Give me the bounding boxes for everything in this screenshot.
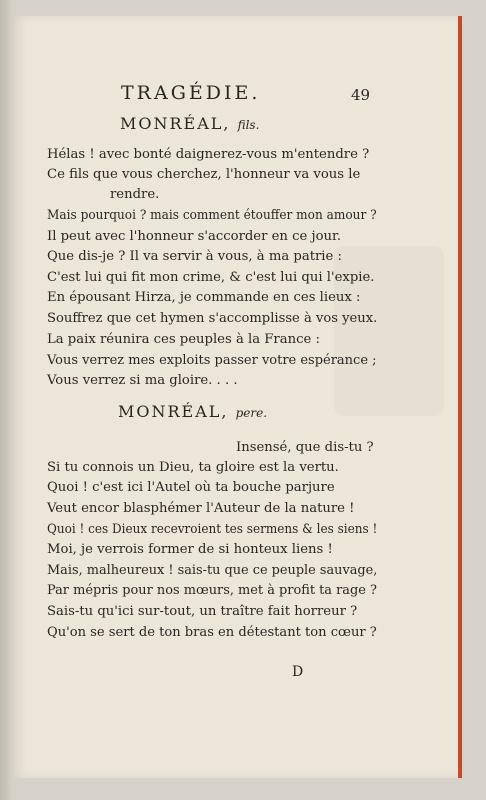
verse-line: Vous verrez si ma gloire. . . . [47,373,238,388]
verse-line: Par mépris pour nos mœurs, met à profit ta rage ? [47,583,377,598]
book-gutter [0,0,14,800]
speaker-role: pere. [235,406,268,420]
verse-line: Souffrez que cet hymen s'accomplisse à vos yeux. [47,311,378,326]
verse-line: Mais pourquoi ? mais comment étouffer mon amour ? [47,208,377,223]
verse-line: Hélas ! avec bonté daignerez-vous m'entendre ? [47,147,370,162]
verse-line: Vous verrez mes exploits passer votre espérance ; [47,353,377,368]
verse-line: C'est lui qui fit mon crime, & c'est lui qui l'expie. [47,270,375,285]
verse-line: Il peut avec l'honneur s'accorder en ce jour. [47,229,342,244]
verse-line: Moi, je verrois former de si honteux liens ! [47,542,333,557]
verse-line: Qu'on se sert de ton bras en détestant ton cœur ? [47,625,377,640]
speaker-name: MONRÉAL, [120,114,231,133]
verse-line-runover: rendre. [110,187,160,202]
verse-line: Veut encor blasphémer l'Auteur de la nature ! [47,501,355,516]
speaker-role: fils. [237,118,260,132]
verse-line-half: Insensé, que dis-tu ? [236,440,374,455]
signature-mark: D [292,664,304,680]
verse-line: Sais-tu qu'ici sur-tout, un traître fait horreur ? [47,604,358,619]
verse-line: Quoi ! c'est ici l'Autel où ta bouche parjure [47,480,335,495]
verse-line: Que dis-je ? Il va servir à vous, à ma patrie : [47,249,342,264]
speaker-heading-pere [118,402,267,421]
verse-line: Ce fils que vous cherchez, l'honneur va vous le [47,167,361,182]
page-header [14,82,460,112]
book-page [14,16,460,778]
verse-line: En épousant Hirza, je commande en ces lieux : [47,290,361,305]
verse-line: Si tu connois un Dieu, ta gloire est la vertu. [47,460,339,475]
verse-line: Quoi ! ces Dieux recevroient tes sermens & les siens ! [47,522,378,537]
speaker-name: MONRÉAL, [118,402,229,421]
speaker-heading-fils [120,114,259,133]
page-number: 49 [351,86,371,104]
verse-line: La paix réunira ces peuples à la France : [47,332,320,347]
running-title: TRAGÉDIE. [121,82,261,104]
verse-line: Mais, malheureux ! sais-tu que ce peuple sauvage, [47,563,378,578]
